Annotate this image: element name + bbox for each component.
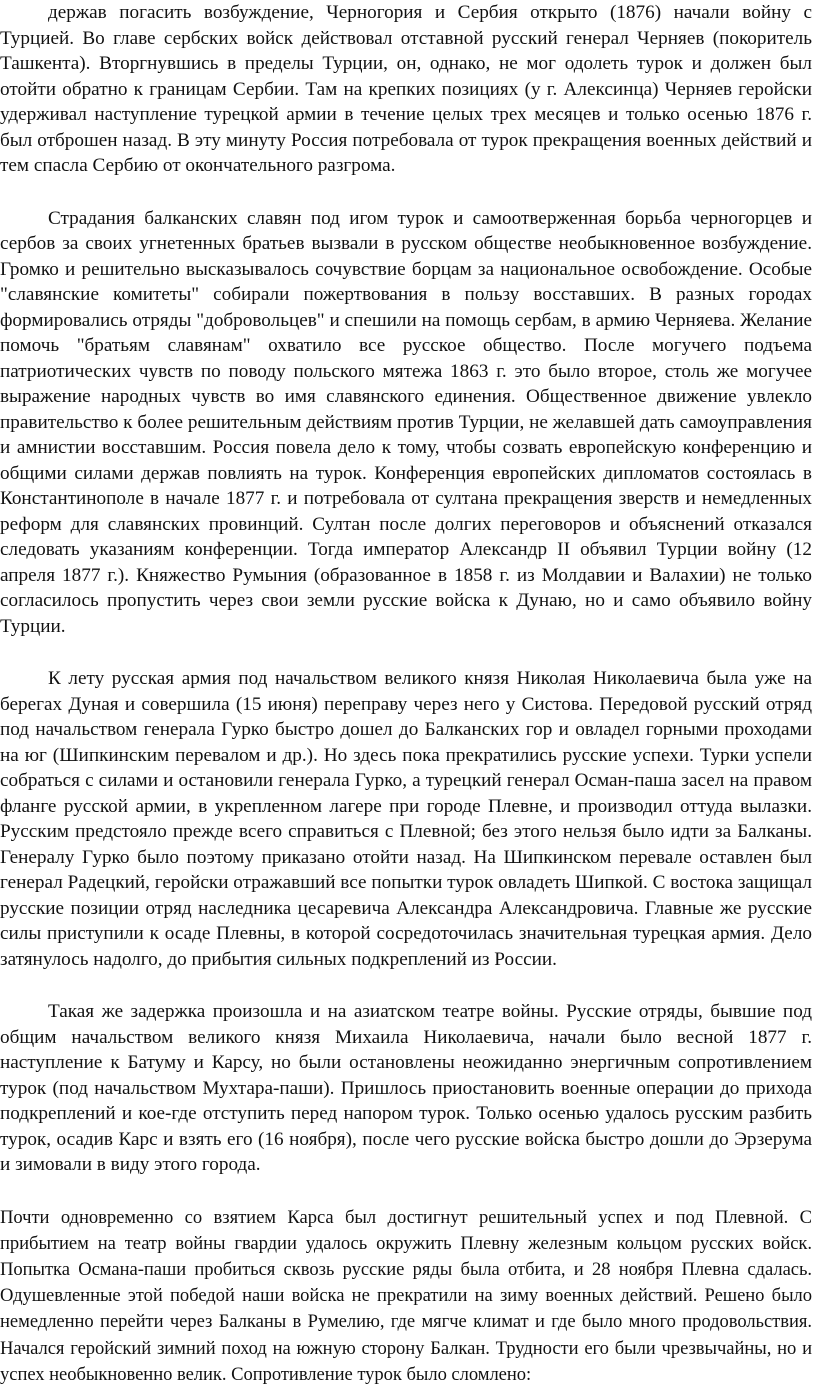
paragraph-spacer [0, 1178, 812, 1205]
paragraph-spacer [0, 972, 812, 999]
paragraph-spacer [0, 639, 812, 666]
paragraph-spacer [0, 179, 812, 206]
paragraph-plevna-surrender-balkans: Почти одновременно со взятием Карса был достигнут решительный успех и под Плевной. С прибытием на театр войны гвардии удалось окружить Плевну железным кольцом русских войск. Попытка Османа-паши пробиться сквозь русские ряды была отбита, и 28 ноября Плевна сдалась. Одушевленные этой победой наши войска не прекратили на зиму военных действий. Решено было немедленно перейти через Балканы в Румелию, где мягче климат и где было много продовольствия. Начался геройский зимний поход на южную сторону Балкан. Трудности его были чрезвычайны, но и успех необыкновенно велик. Сопротивление турок было сломлено: [0, 1206, 812, 1385]
paragraph-slavic-committees-war-declaration: Страдания балканских славян под игом турок и самоотверженная борьба черногорцев и сербов за своих угнетенных братьев вызвали в русском обществе необыкновенное возбуждение. Громко и решительно высказывалось сочувствие борцам за национальное освобождение. Особые "славянские комитеты" собирали пожертвования в пользу восставших. В разных городах формировались отряды "добровольцев" и спешили на помощь сербам, в армию Черняева. Желание помочь "братьям славянам" охватило все русское общество. После могучего подъема патриотических чувств по поводу польского мятежа 1863 г. это было второе, столь же могучее выражение народных чувств во имя славянского единения. Общественное движение увлекло правительство к более решительным действиям против Турции, не желавшей дать самоуправления и амнистии восставшим. Россия повела дело к тому, чтобы созвать европейскую конференцию и общими силами держав повлиять на турок. Конференция европейских дипломатов состоялась в Константинополе в начале 1877 г. и потребовала от султана прекращения зверств и немедленных реформ для славянских провинций. Султан после долгих переговоров и объяснений отказался следовать указаниям конференции. Тогда император Александр II объявил Турции войну (12 апреля 1877 г.). Княжество Румыния (образованное в 1858 г. из Молдавии и Валахии) не только согласилось пропустить через свои земли русские войска к Дунаю, но и само объявило войну Турции. [0, 207, 812, 637]
paragraph-asian-theatre-kars: Такая же задержка произошла и на азиатском театре войны. Русские отряды, бывшие под общим начальством великого князя Михаила Николаевича, начали было весной 1877 г. наступление к Батуму и Карсу, но были остановлены неожиданно энергичным сопротивлением турок (под начальством Мухтара-паши). Пришлось приостановить военные операции до прихода подкреплений и кое-где отступить перед напором турок. Только осенью удалось русским разбить турок, осадив Карс и взять его (16 ноября), после чего русские войска быстро дошли до Эрзерума и зимовали в виду этого города. [0, 1001, 812, 1175]
paragraph-chernyaev-serbia: держав погасить возбуждение, Черногория и Сербия открыто (1876) начали войну с Турцией. Во главе сербских войск действовал отставной русский генерал Черняев (покоритель Ташкента). Вторгнувшись в пределы Турции, он, однако, не мог одолеть турок и должен был отойти обратно к границам Сербии. Там на крепких позициях (у г. Алексинца) Черняев геройски удерживал наступление турецкой армии в течение целых трех месяцев и только осенью 1876 г. был отброшен назад. В эту минуту Россия потребовала от турок прекращения военных действий и тем спасла Сербию от окончательного разгрома. [0, 2, 812, 176]
paragraph-danube-plevna: К лету русская армия под начальством великого князя Николая Николаевича была уже на берегах Дуная и совершила (15 июня) переправу через него у Систова. Передовой русский отряд под начальством генерала Гурко быстро дошел до Балканских гор и овладел горными проходами на юг (Шипкинским перевалом и др.). Но здесь пока прекратились русские успехи. Турки успели собраться с силами и остановили генерала Гурко, а турецкий генерал Осман-паша засел на правом фланге русской армии, в укрепленном лагере при городе Плевне, и производил оттуда вылазки. Русским предстояло прежде всего справиться с Плевной; без этого нельзя было идти за Балканы. Генералу Гурко было поэтому приказано отойти назад. На Шипкинском перевале оставлен был генерал Радецкий, геройски отражавший все попытки турок овладеть Шипкой. С востока защищал русские позиции отряд наследника цесаревича Александра Александровича. Главные же русские силы приступили к осаде Плевны, в которой сосредоточилась значительная турецкая армия. Дело затянулось надолго, до прибытия сильных подкреплений из России. [0, 668, 812, 970]
